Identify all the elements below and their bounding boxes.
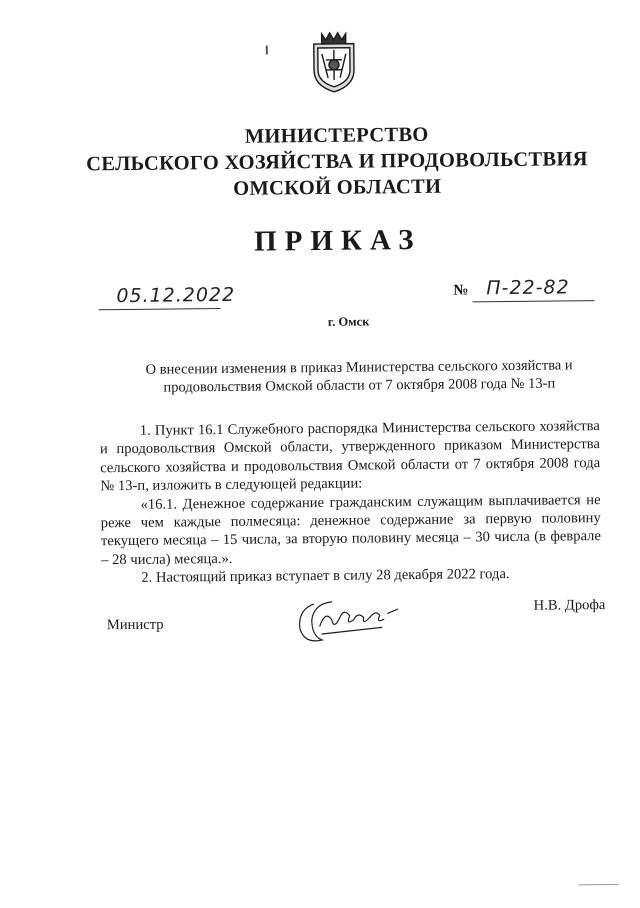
date-underline (99, 308, 221, 310)
signatory-name: Н.В. Дрофа (533, 597, 606, 614)
order-body (100, 417, 602, 588)
paragraph-2: «16.1. Денежное содержание гражданским служащим выплачивается не реже чем каждые полмесяца: денежное содержание за первую половину текущего месяца – 15 числа, за вторую половину месяца – 30 числа (в феврале – 28 числа) месяца.». (100, 491, 602, 569)
scan-mark (266, 46, 268, 55)
order-date (98, 283, 236, 308)
coat-of-arms-icon (308, 30, 361, 95)
ministry-line-3: ОМСКОЙ ОБЛАСТИ (233, 175, 442, 200)
number-label: № (453, 282, 469, 299)
order-subject: О внесении изменения в приказ Министерства сельского хозяйства и продовольствия Омской области от 7 октября 2008 года № 13-п (145, 357, 573, 396)
ministry-line-1: МИНИСТЕРСТВО (244, 123, 429, 148)
number-underline (472, 300, 594, 302)
ministry-line-2: СЕЛЬСКОГО ХОЗЯЙСТВА И ПРОДОВОЛЬСТВИЯ (86, 148, 588, 176)
order-date-value: 05.12.2022 (116, 283, 236, 308)
city: г. Омск (327, 314, 370, 329)
order-number-value: П-22-82 (486, 276, 570, 300)
footer-line (579, 884, 619, 885)
handwritten-signature (291, 589, 402, 650)
paragraph-3: 2. Настоящий приказ вступает в силу 28 декабря 2022 года. (141, 566, 510, 587)
document-type: ПРИКАЗ (253, 223, 422, 258)
signatory-title: Министр (106, 616, 164, 634)
paragraph-1: 1. Пункт 16.1 Служебного распорядка Министерства сельского хозяйства и продовольствия Омской области, утвержденного приказом Министерства сельского хозяйства и продовольствия Омской области от 7 октября 2008 года № 13-п, изложить в следующей редакции: (99, 418, 601, 495)
order-number (472, 276, 594, 300)
